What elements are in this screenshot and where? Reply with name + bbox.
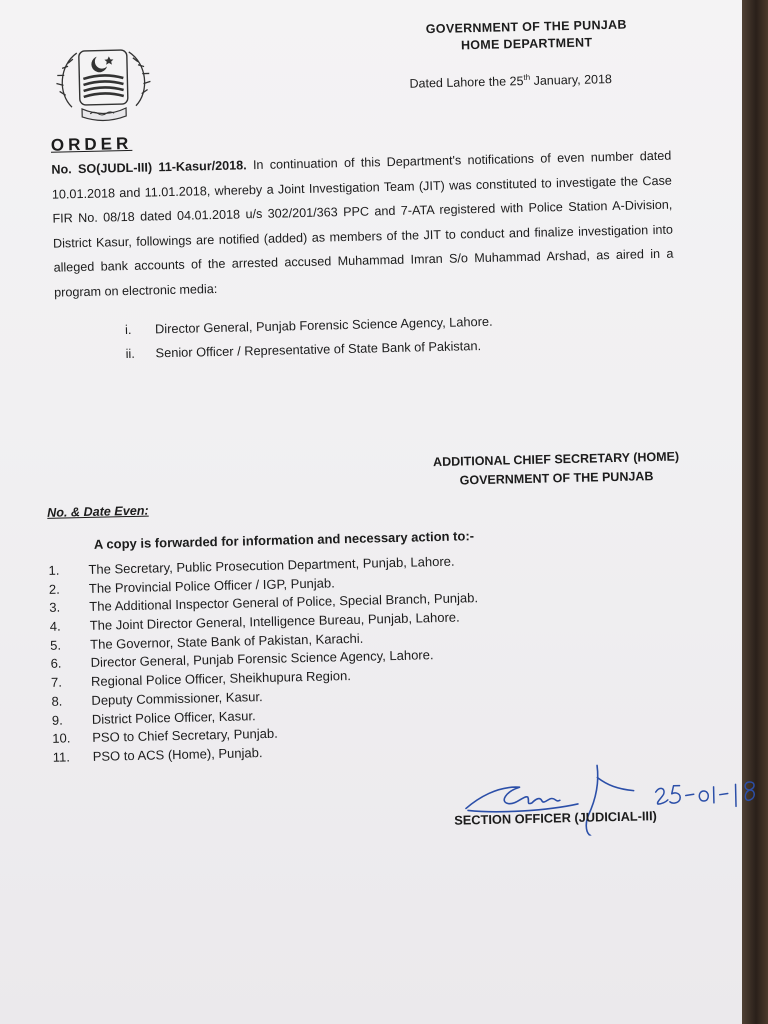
copy-intro: A copy is forwarded for information and necessary action to:- [93,528,475,552]
department-header [396,16,657,56]
list-item-number: ii. [125,345,136,362]
authority-title: ADDITIONAL CHIEF SECRETARY (HOME) [432,449,680,470]
list-item-number: 7. [50,674,63,690]
dated-line [409,70,669,91]
document-content [36,5,680,828]
list-item-text: The Governor, State Bank of Pakistan, Karachi. [90,630,364,652]
header-department: HOME DEPARTMENT [460,35,593,53]
list-item-text: The Secretary, Public Prosecution Department, Punjab, Lahore. [88,553,455,577]
order-title: ORDER [50,133,133,155]
jit-members-list [125,306,646,366]
list-item-text: Regional Police Officer, Sheikhupura Region. [90,668,352,690]
section-officer-title: SECTION OFFICER (JUDICIAL-III) [454,808,658,828]
desk-background [738,0,768,1024]
list-item-number: 5. [50,637,62,653]
recipients-list [48,549,633,768]
list-item-text: Senior Officer / Representative of State Bank of Pakistan. [155,337,482,361]
dated-ordinal: th [523,72,531,82]
list-item-text: The Additional Inspector General of Police, Special Branch, Punjab. [89,590,479,615]
list-item-number: 9. [51,712,63,728]
header-government: GOVERNMENT OF THE PUNJAB [425,17,627,37]
list-item-text: The Provincial Police Officer / IGP, Punjab. [88,575,335,596]
list-item-number: 4. [49,618,61,634]
list-item-number: i. [124,321,132,338]
list-item-text: The Joint Director General, Intelligence Bureau, Punjab, Lahore. [89,609,460,633]
dated-suffix: January, 2018 [530,72,613,88]
no-date-even: No. & Date Even: [47,503,149,520]
order-reference: No. SO(JUDL-III) 11-Kasur/2018. [51,158,247,177]
list-item-text: District Police Officer, Kasur. [91,707,256,727]
list-item-number: 8. [51,693,63,709]
authority-government: GOVERNMENT OF THE PUNJAB [459,469,654,488]
issuing-authority [406,447,707,492]
list-item-number: 2. [48,581,60,597]
dated-prefix: Dated Lahore the 25 [409,74,524,91]
list-item-number: 3. [49,599,61,616]
order-paragraph [51,144,674,305]
list-item-number: 6. [50,656,62,672]
list-item-text: Director General, Punjab Forensic Science Agency, Lahore. [154,313,493,337]
list-item-number: 11. [52,749,71,765]
list-item-number: 1. [48,562,60,578]
handwritten-date [651,776,762,818]
list-item-text: PSO to Chief Secretary, Punjab. [92,725,278,746]
list-item-text: PSO to ACS (Home), Punjab. [92,744,263,764]
list-item-text: Director General, Punjab Forensic Science Agency, Lahore. [90,647,434,671]
order-text: In continuation of this Department's notifications of even number dated 10.01.2018 and 11.01.2018, whereby a Joint Investigation Team (JIT) was constituted to investigate the Case FIR No. 08/18 dated 04.01.2018 u/s 302/201/363 PPC and 7-ATA registered with Police Station A-Division, District Kasur, followings are notified (added) as members of the JIT to conduct and finalize investigation into alleged bank accounts of the arrested accused Muhammad Imran S/o Muhammad Arshad, as aired in a program on electronic media: [51,148,674,300]
list-item-number: 10. [52,730,71,747]
list-item-text: Deputy Commissioner, Kasur. [91,688,263,708]
punjab-government-emblem-icon [50,33,156,125]
